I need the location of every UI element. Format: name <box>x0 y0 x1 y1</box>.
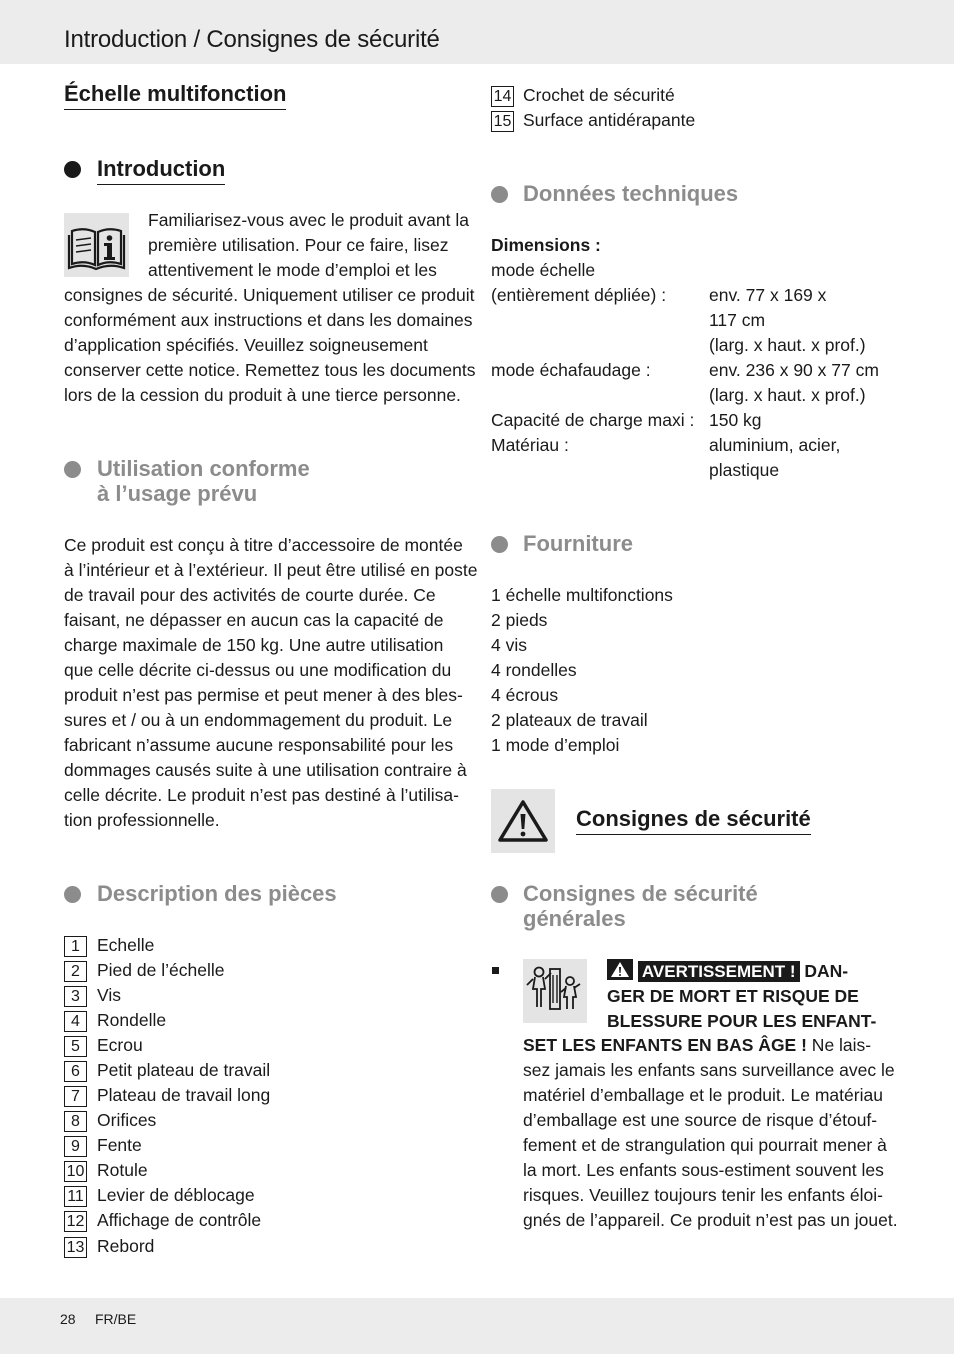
parts-heading: Description des pièces <box>97 881 337 906</box>
usage-line: faisant, ne dépasser en aucun cas la capacité de <box>64 610 444 630</box>
country-code: FR/BE <box>95 1311 137 1327</box>
part-number: 9 <box>64 1136 87 1157</box>
part-label: Fente <box>97 1135 142 1155</box>
intro-line: conformément aux instructions et dans les domaines <box>64 310 473 330</box>
ladder-mode-detail: (entièrement dépliée) : <box>491 285 667 305</box>
intro-heading: Introduction <box>97 155 225 185</box>
part-label: Plateau de travail long <box>97 1085 271 1105</box>
intro-text-indented <box>148 208 469 283</box>
bullet-dot <box>64 886 81 903</box>
part-number: 5 <box>64 1036 87 1057</box>
warning-line: d’emballage est une source de risque d’étouf- <box>523 1110 878 1130</box>
scaffold-mode: mode échafaudage : <box>491 360 651 380</box>
part-label: Rondelle <box>97 1010 167 1030</box>
scaffold-value: (larg. x haut. x prof.) <box>709 385 866 405</box>
bullet-dot <box>491 886 508 903</box>
warning-line <box>523 1033 898 1058</box>
supply-item: 2 plateaux de travail <box>491 710 648 730</box>
general-safety-heading-line: Consignes de sécurité <box>523 881 758 906</box>
part-label: Affichage de contrôle <box>97 1210 262 1230</box>
usage-text <box>64 533 477 833</box>
usage-line: Ce produit est conçu à titre d’accessoire de montée <box>64 535 463 555</box>
intro-line: première utilisation. Pour ce faire, lisez <box>148 235 449 255</box>
usage-line: de travail pour des activités de courte durée. Ce <box>64 585 436 605</box>
part-label: Vis <box>97 985 121 1005</box>
part-label: Surface antidérapante <box>523 110 696 130</box>
capacity-label: Capacité de charge maxi : <box>491 410 695 430</box>
dimensions-label: Dimensions : <box>491 235 601 255</box>
warning-text <box>523 1033 898 1233</box>
supply-list <box>491 583 673 758</box>
usage-heading-line: à l’usage prévu <box>97 481 258 506</box>
usage-line: celle décrite. Le produit n’est pas destiné à l’utilisa- <box>64 785 459 805</box>
part-number: 7 <box>64 1086 87 1107</box>
supply-item: 4 vis <box>491 635 527 655</box>
warning-line: matériel d’emballage et le produit. Le matériau <box>523 1085 883 1105</box>
ladder-value: (larg. x haut. x prof.) <box>709 335 866 355</box>
intro-line: Familiarisez-vous avec le produit avant la <box>148 210 469 230</box>
scaffold-value: env. 236 x 90 x 77 cm <box>709 360 879 380</box>
part-label: Ecrou <box>97 1035 143 1055</box>
part-number: 10 <box>64 1161 87 1182</box>
part-number: 11 <box>64 1186 87 1207</box>
product-title: Échelle multifonction <box>64 80 286 110</box>
warning-line: sez jamais les enfants sans surveillance avec le <box>523 1060 895 1080</box>
ladder-value: env. 77 x 169 x <box>709 285 827 305</box>
warning-small-icon <box>607 959 633 980</box>
bullet-dot <box>64 161 81 178</box>
usage-line: sures et / ou à un endommagement du produit. Le <box>64 710 453 730</box>
material-label: Matériau : <box>491 435 569 455</box>
usage-line: charge maximale de 150 kg. Une autre utilisation <box>64 635 444 655</box>
intro-line: lors de la cession du produit à une tierce personne. <box>64 385 461 405</box>
part-number: 4 <box>64 1011 87 1032</box>
part-label: Orifices <box>97 1110 157 1130</box>
usage-heading <box>97 456 310 506</box>
capacity-value: 150 kg <box>709 410 762 430</box>
warning-title-part: GER DE MORT ET RISQUE DE <box>607 986 859 1006</box>
intro-line: conserver cette notice. Remettez tous les documents <box>64 360 476 380</box>
part-number: 2 <box>64 961 87 982</box>
part-number: 14 <box>491 86 514 107</box>
supply-item: 1 mode d’emploi <box>491 735 620 755</box>
supply-item: 2 pieds <box>491 610 548 630</box>
supply-item: 4 écrous <box>491 685 559 705</box>
part-number: 1 <box>64 936 87 957</box>
read-manual-icon <box>64 213 129 277</box>
usage-heading-line: Utilisation conforme <box>97 456 310 481</box>
warning-line: risques. Veuillez toujours tenir les enfants éloi- <box>523 1185 883 1205</box>
material-value: plastique <box>709 460 780 480</box>
part-number: 3 <box>64 986 87 1007</box>
bullet-dot <box>491 536 508 553</box>
warning-line: gnés de l’appareil. Ce produit n’est pas un jouet. <box>523 1210 898 1230</box>
part-label: Echelle <box>97 935 155 955</box>
usage-line: dommages causés suite à une utilisation contraire à <box>64 760 467 780</box>
warning-title-part: BLESSURE POUR LES ENFANT- <box>607 1011 877 1031</box>
usage-line: fabricant n’assume aucune responsabilité pour les <box>64 735 454 755</box>
intro-text <box>64 283 475 408</box>
warning-title-part: DAN- <box>804 961 849 981</box>
warning-triangle-icon <box>491 789 555 853</box>
warning-label: AVERTISSEMENT ! <box>638 961 800 982</box>
supply-heading: Fourniture <box>523 531 633 556</box>
part-number: 6 <box>64 1061 87 1082</box>
warning-line: la mort. Les enfants sous-estiment souvent les <box>523 1160 884 1180</box>
usage-line: à l’intérieur et à l’extérieur. Il peut être utilisé en poste <box>64 560 478 580</box>
supply-item: 4 rondelles <box>491 660 577 680</box>
warning-heading-line <box>607 959 876 984</box>
warning-line: fement et de strangulation qui pourrait mener à <box>523 1135 887 1155</box>
intro-line: d’application spécifiés. Veuillez soigneusement <box>64 335 428 355</box>
child-warning-icon <box>523 959 587 1023</box>
usage-line: produit n’est pas permise et peut mener à des bles- <box>64 685 463 705</box>
ladder-value: 117 cm <box>709 310 766 330</box>
bullet-dot <box>64 461 81 478</box>
part-number: 12 <box>64 1211 87 1232</box>
supply-item: 1 échelle multifonctions <box>491 585 673 605</box>
intro-line: consignes de sécurité. Uniquement utiliser ce produit <box>64 285 475 305</box>
part-label: Rebord <box>97 1236 155 1256</box>
safety-heading: Consignes de sécurité <box>576 806 811 835</box>
warning-title-part: SET LES ENFANTS EN BAS ÂGE ! <box>523 1035 807 1055</box>
usage-line: que celle décrite ci-dessus ou une modification du <box>64 660 452 680</box>
page-header-title: Introduction / Consignes de sécurité <box>64 26 440 53</box>
general-safety-heading <box>523 881 758 931</box>
material-value: aluminium, acier, <box>709 435 841 455</box>
square-bullet <box>492 967 499 974</box>
ladder-mode: mode échelle <box>491 260 596 280</box>
tech-heading: Données techniques <box>523 181 739 206</box>
footer-band <box>0 1298 954 1354</box>
part-label: Levier de déblocage <box>97 1185 255 1205</box>
warning-text-start: Ne lais- <box>806 1035 872 1055</box>
usage-line: tion professionnelle. <box>64 810 220 830</box>
part-label: Petit plateau de travail <box>97 1060 271 1080</box>
bullet-dot <box>491 186 508 203</box>
page-number: 28 <box>60 1311 76 1327</box>
part-label: Pied de l’échelle <box>97 960 225 980</box>
part-number: 8 <box>64 1111 87 1132</box>
part-label: Crochet de sécurité <box>523 85 675 105</box>
part-label: Rotule <box>97 1160 148 1180</box>
part-number: 15 <box>491 111 514 132</box>
intro-line: attentivement le mode d’emploi et les <box>148 260 437 280</box>
part-number: 13 <box>64 1237 87 1258</box>
general-safety-heading-line: générales <box>523 906 626 931</box>
warning-heading <box>607 959 876 1034</box>
